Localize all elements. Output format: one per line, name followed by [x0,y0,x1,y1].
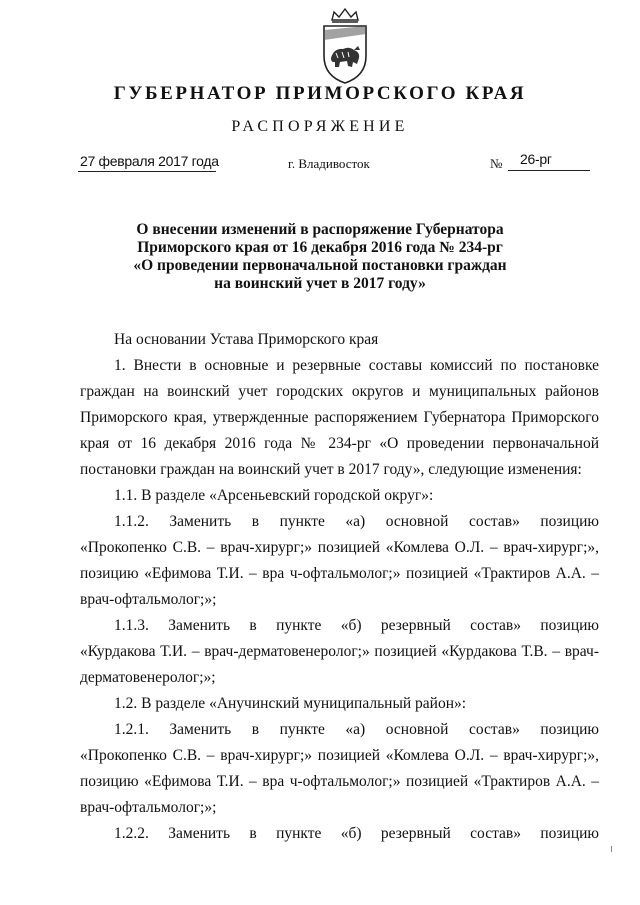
body-line: позицию «Ефимова Т.И. – вра ч-офтальмолог;» позицией «Трактиров А.А. – [80,565,599,582]
title-line: на воинский учет в 2017 году» [214,275,426,292]
body-line: 1.2. В разделе «Анучинский муниципальный район»: [114,695,467,712]
body-line: «Курдакова Т.И. – врач-дерматовенеролог;» позицией «Курдакова Т.В. – врач- [80,643,599,660]
body-line: 1.2.2. Заменить в пункте «б) резервный состав» позицию [114,825,599,842]
body-line: граждан на воинский учет городских округов и муниципальных районов [80,383,599,400]
body-line: 1.2.1. Заменить в пункте «а) основной состав» позицию [114,721,599,738]
date-underline [78,171,216,172]
body-line: «Прокопенко С.В. – врач-хирург;» позицией «Комлева О.Л. – врач-хирург;», [80,539,599,556]
document-date: 27 февраля 2017 года [80,153,219,169]
body-line: 1.1.2. Заменить в пункте «а) основной состав» позицию [114,513,599,530]
body-line: «Прокопенко С.В. – врач-хирург;» позицией «Комлева О.Л. – врач-хирург;», [80,747,599,764]
document-city: г. Владивосток [288,156,370,171]
body-line: На основании Устава Приморского края [114,331,379,348]
body-line: 1.1. В разделе «Арсеньевский городской округ»: [114,487,434,504]
body-line: края от 16 декабря 2016 года № 234-рг «О проведении первоначальной [80,435,599,452]
body-line: дерматовенеролог;»; [80,669,216,686]
title-line: О внесении изменений в распоряжение Губернатора [136,221,504,238]
title-line: Приморского края от 16 декабря 2016 года № 234-рг [137,239,503,256]
number-label: № [490,156,503,171]
body-line: позицию «Ефимова Т.И. – вра ч-офтальмолог;» позицией «Трактиров А.А. – [80,773,599,790]
document-number: 26-рг [520,151,552,167]
body-line: врач-офтальмолог;»; [80,799,217,816]
body-line: 1.1.3. Заменить в пункте «б) резервный состав» позицию [114,617,599,634]
margin-mark [611,846,612,852]
number-underline [508,170,590,171]
primorsky-krai-coat-of-arms-icon [316,6,374,86]
authority-title: ГУБЕРНАТОР ПРИМОРСКОГО КРАЯ [113,83,527,104]
body-line: 1. Внести в основные и резервные составы комиссий по постановке [114,357,599,374]
document-type: РАСПОРЯЖЕНИЕ [231,118,409,135]
body-line: врач-офтальмолог;»; [80,591,217,608]
body-line: Приморского края, утвержденные распоряжением Губернатора Приморского [80,409,599,426]
document-title [0,221,640,293]
body-line: постановки граждан на воинский учет в 2017 году», следующие изменения: [80,461,582,478]
title-line: «О проведении первоначальной постановки граждан [133,257,507,274]
document-body [80,327,599,847]
